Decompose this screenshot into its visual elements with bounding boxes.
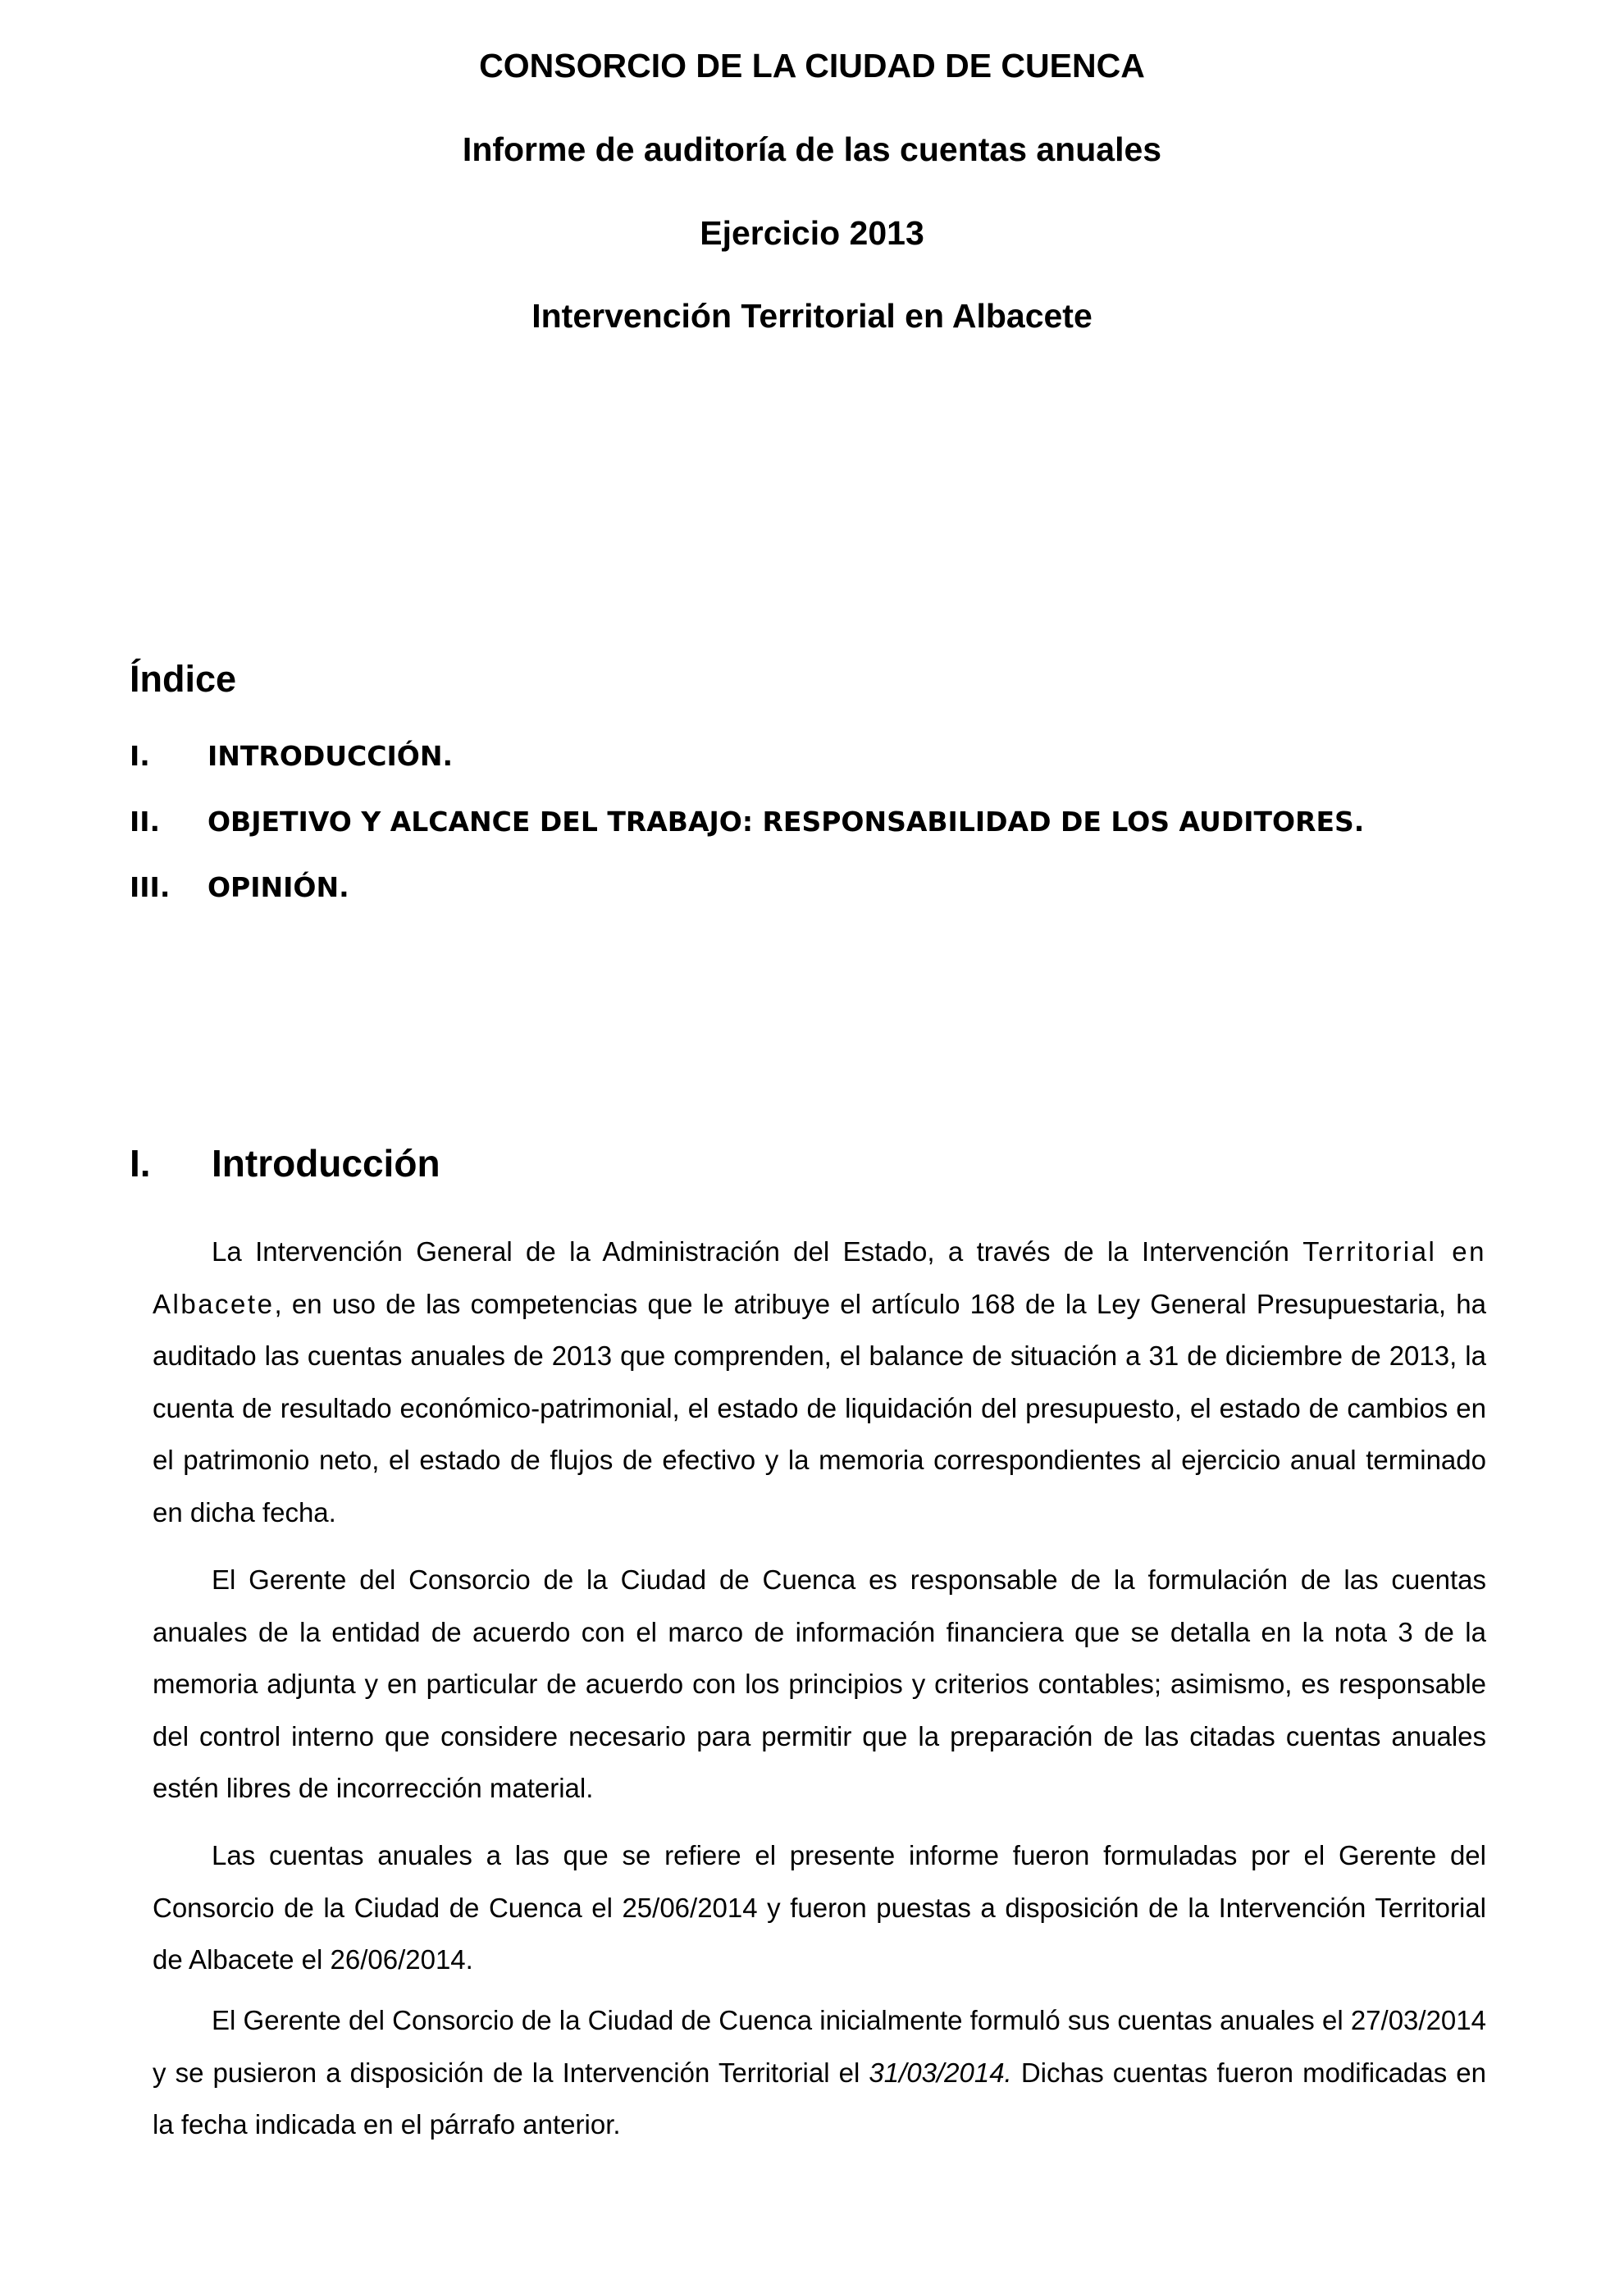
- fiscal-year: Ejercicio 2013: [700, 214, 924, 252]
- toc-item-label: INTRODUCCIÓN.: [208, 740, 453, 772]
- paragraph-4-italic-date: 31/03/2014.: [869, 2057, 1012, 2088]
- paragraph-3: Las cuentas anuales a las que se refiere el presente informe fueron formuladas por el Gerente del Consorcio de la Ciudad de Cuenca el 25/06/2014 y fueron puestas a disposición de la Intervención Territorial de Albacete el 26/06/2014.: [153, 1840, 1486, 1975]
- paragraph-1: [153, 1226, 1486, 1538]
- paragraph-4-part-a: El Gerente del Consorcio de la Ciudad de Cuenca inicialmente formuló sus cuentas anuales el 27/03/2014 y se pusieron a disposición de la Intervención Territorial el: [153, 2005, 1486, 2088]
- paragraph-4-part-c: Dichas cuentas fueron modificadas en la fecha indicada en el párrafo anterior.: [153, 2057, 1486, 2140]
- toc-item-number: III.: [130, 871, 171, 903]
- toc-item-number: II.: [130, 806, 161, 838]
- toc-item-label: OPINIÓN.: [208, 871, 349, 903]
- section-number: I.: [130, 1142, 151, 1185]
- toc-item-label: OBJETIVO Y ALCANCE DEL TRABAJO: RESPONSABILIDAD DE LOS AUDITORES.: [208, 806, 1365, 838]
- paragraph-2: El Gerente del Consorcio de la Ciudad de Cuenca es responsable de la formulación de las cuentas anuales de la entidad de acuerdo con el marco de información financiera que se detalla en la nota 3 de la memoria adjunta y en particular de acuerdo con los principios y criterios contables; asimismo, es responsable del control interno que considere necesario para permitir que la preparación de las citadas cuentas anuales estén libres de incorrección material.: [153, 1564, 1486, 1803]
- paragraph-1-part-a: La Intervención General de la Administración del Estado, a través de la Intervención: [212, 1236, 1303, 1267]
- paragraph-1-part-c: , en uso de las competencias que le atribuye el artículo 168 de la Ley General Presupuestaria, ha auditado las cuentas anuales de 2013 que comprenden, el balance de situación a 31 de diciembre de 2013, la cuenta de resultado económico-patrimonial, el estado de liquidación del presupuesto, el estado de cambios en el patrimonio neto, el estado de flujos de efectivo y la memoria correspondientes al ejercicio anual terminado en dicha fecha.: [153, 1288, 1486, 1528]
- entity-title: CONSORCIO DE LA CIUDAD DE CUENCA: [479, 47, 1145, 84]
- paragraph-1-spaced-name: Territorial en Albacete: [153, 1236, 1486, 1319]
- toc-item-number: I.: [130, 740, 150, 772]
- index-heading: Índice: [130, 658, 237, 700]
- report-title: Informe de auditoría de las cuentas anuales: [462, 130, 1162, 168]
- paragraph-4: [153, 1994, 1486, 2151]
- office-title: Intervención Territorial en Albacete: [531, 297, 1093, 335]
- section-title: Introducción: [212, 1142, 440, 1185]
